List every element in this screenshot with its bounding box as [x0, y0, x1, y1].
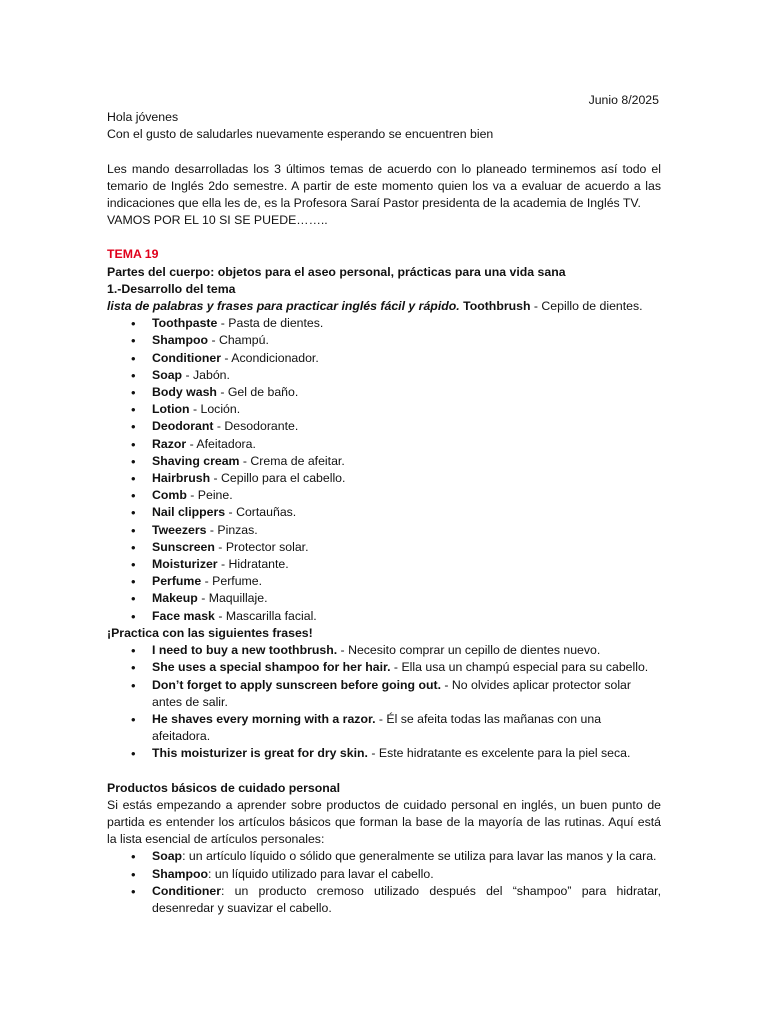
list-item: • Lotion - Loción.: [152, 401, 661, 418]
list-item: • Tweezers - Pinzas.: [152, 522, 661, 539]
list-item: • Shaving cream - Crema de afeitar.: [152, 453, 661, 470]
products-list: [107, 848, 661, 917]
list-item: • Face mask - Mascarilla facial.: [152, 608, 661, 625]
vocab-intro-italic: lista de palabras y frases para practicar inglés fácil y rápido.: [107, 299, 460, 314]
list-item: • Soap: un artículo líquido o sólido que generalmente se utiliza para lavar las manos y la cara.: [152, 848, 661, 865]
products-intro: Si estás empezando a aprender sobre productos de cuidado personal en inglés, un buen punto de partida es entender los artículos básicos que forman la base de la mayoría de las rutinas. Aquí está la lista esencial de artículos personales:: [107, 797, 661, 847]
list-item: • Shampoo - Champú.: [152, 332, 661, 349]
greeting: Hola jóvenes: [107, 110, 179, 125]
tema-title: TEMA 19: [107, 247, 159, 262]
list-item: • Razor - Afeitadora.: [152, 436, 661, 453]
list-item: • Soap - Jabón.: [152, 367, 661, 384]
list-item: • Comb - Peine.: [152, 487, 661, 504]
list-item: • Conditioner - Acondicionador.: [152, 350, 661, 367]
list-item: • I need to buy a new toothbrush. - Necesito comprar un cepillo de dientes nuevo.: [152, 642, 661, 659]
list-item: • Don’t forget to apply sunscreen before going out. - No olvides aplicar protector solar antes de salir.: [152, 677, 661, 711]
list-item: • Moisturizer - Hidratante.: [152, 556, 661, 573]
list-item: • Nail clippers - Cortauñas.: [152, 504, 661, 521]
list-item: • Perfume - Perfume.: [152, 573, 661, 590]
first-term: Toothbrush: [463, 299, 531, 314]
greeting-line-2: Con el gusto de saludarles nuevamente esperando se encuentren bien: [107, 127, 494, 142]
first-translation: - Cepillo de dientes.: [530, 299, 643, 314]
list-item: • She uses a special shampoo for her hair. - Ella usa un champú especial para su cabello.: [152, 659, 661, 676]
phrase-list: [107, 642, 661, 762]
list-item: • Deodorant - Desodorante.: [152, 418, 661, 435]
intro-paragraph: Les mando desarrolladas los 3 últimos temas de acuerdo con lo planeado terminemos así todo el temario de Inglés 2do semestre. A partir de este momento quien los va a evaluar de acuerdo a las indicaciones que ella les de, es la Profesora Saraí Pastor presidenta de la academia de Inglés TV.: [107, 161, 661, 211]
list-item: • He shaves every morning with a razor. - Él se afeita todas las mañanas con una afeitadora.: [152, 711, 661, 745]
section-heading: 1.-Desarrollo del tema: [107, 281, 236, 296]
practice-title: ¡Practica con las siguientes frases!: [107, 625, 313, 640]
vocab-list: [107, 315, 661, 625]
document-date: Junio 8/2025: [588, 93, 659, 107]
list-item: • Toothpaste - Pasta de dientes.: [152, 315, 661, 332]
list-item: • Hairbrush - Cepillo para el cabello.: [152, 470, 661, 487]
list-item: • Conditioner: un producto cremoso utilizado después del “shampoo” para hidratar, desenredar y suavizar el cabello.: [152, 883, 661, 917]
vocab-intro-line: [107, 298, 661, 315]
intro-closing: VAMOS POR EL 10 SI SE PUEDE……..: [107, 213, 328, 228]
list-item: • This moisturizer is great for dry skin. - Este hidratante es excelente para la piel seca.: [152, 745, 661, 762]
list-item: • Body wash - Gel de baño.: [152, 384, 661, 401]
list-item: • Shampoo: un líquido utilizado para lavar el cabello.: [152, 866, 661, 883]
products-title: Productos básicos de cuidado personal: [107, 780, 341, 795]
tema-subtitle: Partes del cuerpo: objetos para el aseo personal, prácticas para una vida sana: [107, 264, 566, 279]
list-item: • Sunscreen - Protector solar.: [152, 539, 661, 556]
list-item: • Makeup - Maquillaje.: [152, 590, 661, 607]
